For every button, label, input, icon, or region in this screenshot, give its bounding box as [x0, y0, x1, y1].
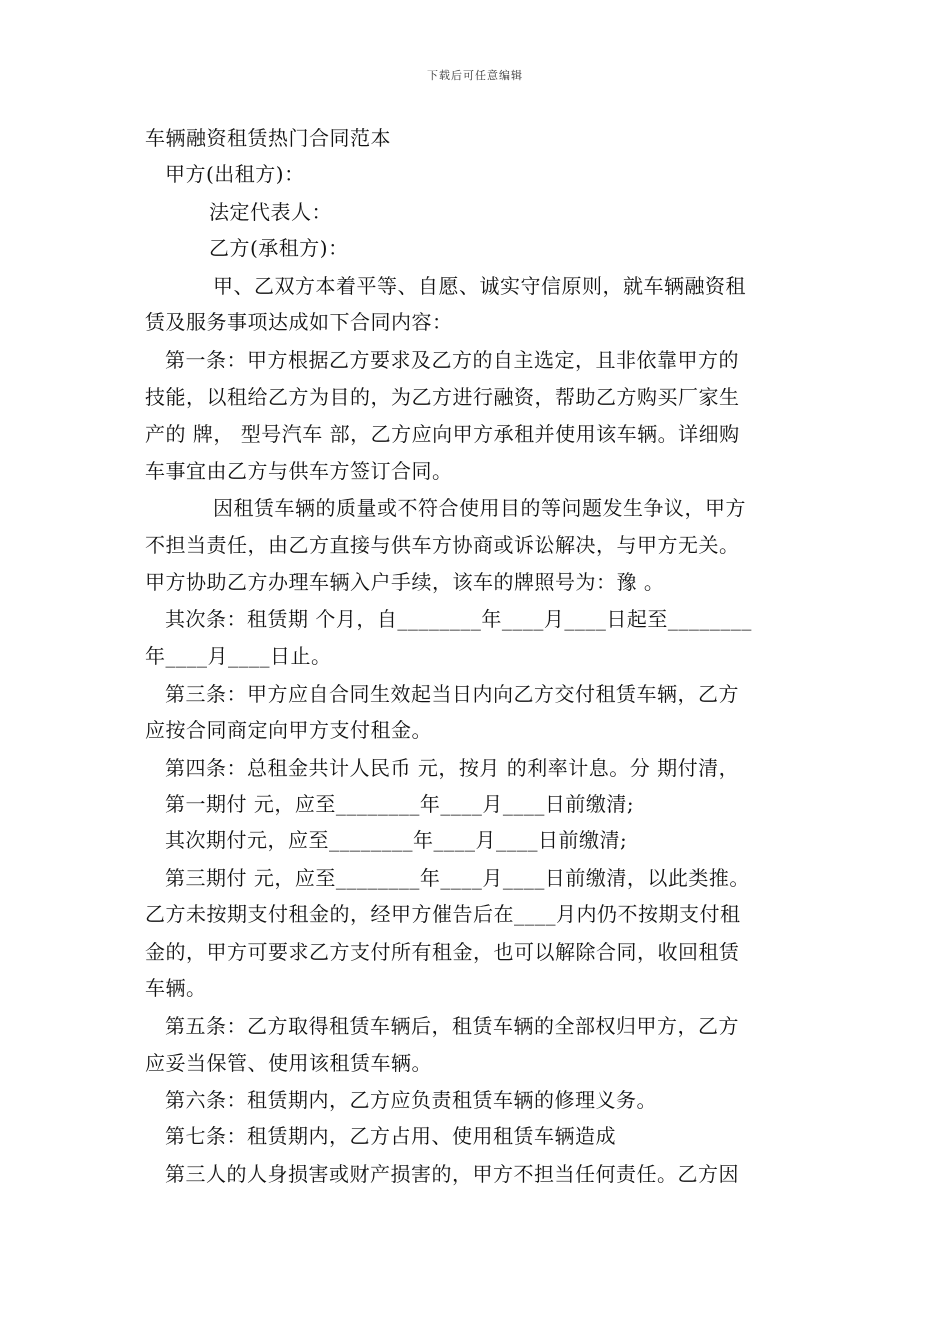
article-1-line: 车事宜由乙方与供车方签订合同。	[145, 459, 453, 483]
article-1-line: 技能，以租给乙方为目的，为乙方进行融资，帮助乙方购买厂家生	[145, 385, 740, 409]
article-1-line: 不担当责任，由乙方直接与供车方协商或诉讼解决，与甲方无关。	[145, 533, 740, 557]
header-note: 下载后可任意编辑	[427, 69, 523, 82]
article-1-line: 产的 牌， 型号汽车 部，乙方应向甲方承租并使用该车辆。详细购	[145, 422, 740, 446]
article-1-line: 甲方协助乙方办理车辆入户手续，该车的牌照号为：豫 。	[145, 570, 665, 594]
article-7-line: 第三人的人身损害或财产损害的，甲方不担当任何责任。乙方因	[165, 1162, 739, 1186]
article-7-line: 第七条：租赁期内，乙方占用、使用租赁车辆造成	[165, 1124, 616, 1148]
article-2-line: 年____月____日止。	[145, 644, 332, 668]
article-3-line: 应按合同商定向甲方支付租金。	[145, 718, 432, 742]
article-4-line: 第三期付 元，应至________年____月____日前缴清，以此类推。	[165, 866, 750, 890]
document-title: 车辆融资租赁热门合同范本	[145, 126, 391, 150]
body-line: 赁及服务事项达成如下合同内容：	[145, 310, 453, 334]
article-4-line: 其次期付元，应至________年____月____日前缴清;	[165, 828, 628, 852]
article-5-line: 第五条：乙方取得租赁车辆后，租赁车辆的全部权归甲方，乙方	[165, 1014, 739, 1038]
article-4-line: 车辆。	[145, 976, 207, 1000]
article-4-line: 乙方未按期支付租金的，经甲方催告后在____月内仍不按期支付租	[145, 902, 741, 926]
article-3-line: 第三条：甲方应自合同生效起当日内向乙方交付租赁车辆，乙方	[165, 682, 739, 706]
article-4-line: 金的，甲方可要求乙方支付所有租金，也可以解除合同，收回租赁	[145, 940, 740, 964]
legal-rep-label: 法定代表人：	[209, 200, 332, 224]
article-5-line: 应妥当保管、使用该租赁车辆。	[145, 1051, 432, 1075]
article-1-line: 因租赁车辆的质量或不符合使用目的等问题发生争议，甲方	[213, 496, 746, 520]
article-6-line: 第六条：租赁期内，乙方应负责租赁车辆的修理义务。	[165, 1088, 657, 1112]
article-2-line: 其次条：租赁期 个月，自________年____月____日起至________	[165, 607, 752, 631]
article-4-line: 第四条：总租金共计人民币 元，按月 的利率计息。分 期付清，	[165, 756, 740, 780]
body-line: 甲、乙双方本着平等、自愿、诚实守信原则，就车辆融资租	[213, 274, 746, 298]
article-1-line: 第一条：甲方根据乙方要求及乙方的自主选定，且非依靠甲方的	[165, 348, 739, 372]
party-a-label: 甲方(出租方)：	[165, 162, 305, 186]
party-b-label: 乙方(承租方)：	[209, 236, 349, 260]
article-4-line: 第一期付 元，应至________年____月____日前缴清;	[165, 792, 635, 816]
